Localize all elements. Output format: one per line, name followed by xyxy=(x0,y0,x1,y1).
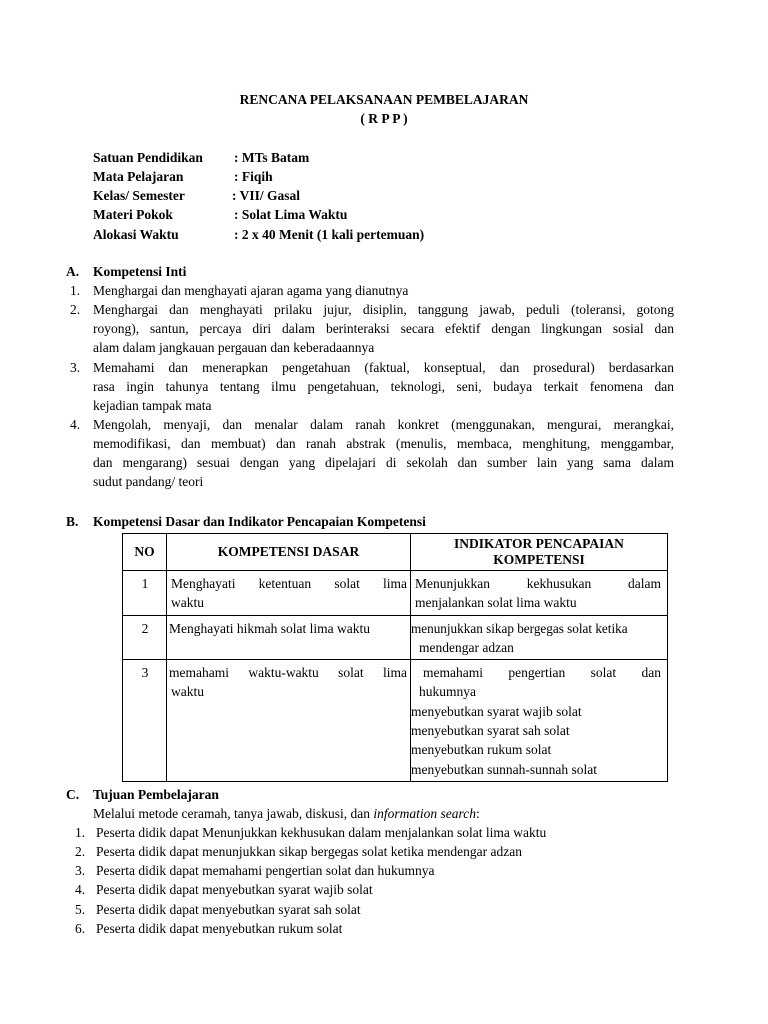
document-subtitle: ( R P P ) xyxy=(360,111,408,126)
identity-label: Mata Pelajaran xyxy=(93,169,184,184)
section-letter: B. xyxy=(66,514,79,529)
identity-label: Alokasi Waktu xyxy=(93,227,179,242)
table-cell-no: 1 xyxy=(123,571,167,616)
cell-line: Menunjukkan kekhusukan dalam xyxy=(415,576,661,591)
identity-label: Materi Pokok xyxy=(93,207,173,222)
section-letter: A. xyxy=(66,264,80,279)
section-intro: Melalui metode ceramah, tanya jawab, diskusi, dan information search: xyxy=(93,806,480,821)
section-heading: Tujuan Pembelajaran xyxy=(93,787,219,802)
table-cell-kd xyxy=(167,571,411,616)
cell-line: menyebutkan syarat sah solat xyxy=(411,723,570,739)
table-header-indicator: INDIKATOR PENCAPAIAN KOMPETENSI xyxy=(411,534,668,571)
cell-line: Menghayati hikmah solat lima waktu xyxy=(169,620,370,636)
list-item-line: kejadian tampak mata xyxy=(93,398,212,413)
competency-table xyxy=(122,533,668,782)
table-header-no: NO xyxy=(123,534,167,571)
list-item-line: Menghargai dan menghayati prilaku jujur, disiplin, tanggung jawab, peduli (toleransi, gotong xyxy=(93,302,674,317)
section-letter: C. xyxy=(66,787,80,802)
list-number: 3. xyxy=(75,863,86,878)
table-cell-kd xyxy=(167,615,411,660)
table-cell-indicator xyxy=(411,660,668,782)
list-number: 5. xyxy=(75,902,86,917)
section-heading: Kompetensi Dasar dan Indikator Pencapaian Kompetensi xyxy=(93,514,426,529)
cell-line: memahami pengertian solat dan xyxy=(423,665,661,681)
list-item-line: dan mengarang) sesuai dengan yang dipelajari di sekolah dan sumber lain yang sama dalam xyxy=(93,455,674,470)
list-item-line: royong), santun, percaya diri dalam berinteraksi secara efektif dengan lingkungan sosial dan xyxy=(93,321,674,336)
cell-line: menjalankan solat lima waktu xyxy=(415,595,577,611)
list-item: Peserta didik dapat menunjukkan sikap bergegas solat ketika mendengar adzan xyxy=(96,844,522,859)
list-item-line: memodifikasi, dan membuat) dan ranah abstrak (menulis, membaca, menghitung, menggambar, xyxy=(93,436,674,451)
identity-label: Satuan Pendidikan xyxy=(93,150,203,165)
cell-line: memahami waktu-waktu solat lima xyxy=(169,665,407,681)
document-title: RENCANA PELAKSANAAN PEMBELAJARAN xyxy=(239,92,529,107)
list-number: 4. xyxy=(75,882,86,897)
table-cell-indicator xyxy=(411,615,668,660)
list-number: 1. xyxy=(70,283,81,298)
cell-line: mendengar adzan xyxy=(419,639,514,655)
list-item: Peserta didik dapat memahami pengertian solat dan hukumnya xyxy=(96,863,435,878)
cell-line: menyebutkan sunnah-sunnah solat xyxy=(411,761,597,777)
table-cell-no: 2 xyxy=(123,615,167,660)
table-header-row xyxy=(123,534,668,571)
table-row xyxy=(123,615,668,660)
identity-value: : MTs Batam xyxy=(234,150,310,165)
list-item: Peserta didik dapat menyebutkan syarat sah solat xyxy=(96,902,361,917)
table-cell-indicator xyxy=(411,571,668,616)
cell-line: Menghayati ketentuan solat lima xyxy=(171,576,407,591)
identity-value: : 2 x 40 Menit (1 kali pertemuan) xyxy=(234,227,425,242)
list-number: 6. xyxy=(75,921,86,936)
identity-value: : VII/ Gasal xyxy=(232,188,301,203)
cell-line: menunjukkan sikap bergegas solat ketika xyxy=(411,620,628,636)
table-cell-kd xyxy=(167,660,411,782)
table-row xyxy=(123,571,668,616)
section-heading: Kompetensi Inti xyxy=(93,264,187,279)
list-number: 2. xyxy=(75,844,86,859)
list-item-line: Memahami dan menerapkan pengetahuan (faktual, konseptual, dan prosedural) berdasarkan xyxy=(93,360,674,375)
list-item-line: Mengolah, menyaji, dan menalar dalam ranah konkret (menggunakan, mengurai, merangkai, xyxy=(93,417,674,432)
list-item-line: alam dalam jangkauan pergauan dan keberadaannya xyxy=(93,340,375,355)
list-item-line: rasa ingin tahunya tentang ilmu pengetahuan, teknologi, seni, budaya terkait fenomena dan xyxy=(93,379,674,394)
list-item: Peserta didik dapat menyebutkan syarat wajib solat xyxy=(96,882,373,897)
table-row xyxy=(123,660,668,782)
cell-line: waktu xyxy=(171,684,204,700)
cell-line: waktu xyxy=(171,595,204,611)
list-item: Peserta didik dapat menyebutkan rukum solat xyxy=(96,921,343,936)
identity-value: : Fiqih xyxy=(234,169,273,184)
cell-line: menyebutkan rukum solat xyxy=(411,742,552,758)
list-number: 2. xyxy=(70,302,81,317)
list-item-line: sudut pandang/ teori xyxy=(93,474,204,489)
identity-label: Kelas/ Semester xyxy=(93,188,185,203)
list-number: 1. xyxy=(75,825,86,840)
table-cell-no: 3 xyxy=(123,660,167,782)
list-number: 3. xyxy=(70,360,81,375)
list-item-line: Menghargai dan menghayati ajaran agama yang dianutnya xyxy=(93,283,409,298)
identity-value: : Solat Lima Waktu xyxy=(234,207,348,222)
cell-line: menyebutkan syarat wajib solat xyxy=(411,703,582,719)
table-header-kd: KOMPETENSI DASAR xyxy=(167,534,411,571)
list-number: 4. xyxy=(70,417,81,432)
list-item: Peserta didik dapat Menunjukkan kekhusukan dalam menjalankan solat lima waktu xyxy=(96,825,547,840)
cell-line: hukumnya xyxy=(419,684,476,700)
